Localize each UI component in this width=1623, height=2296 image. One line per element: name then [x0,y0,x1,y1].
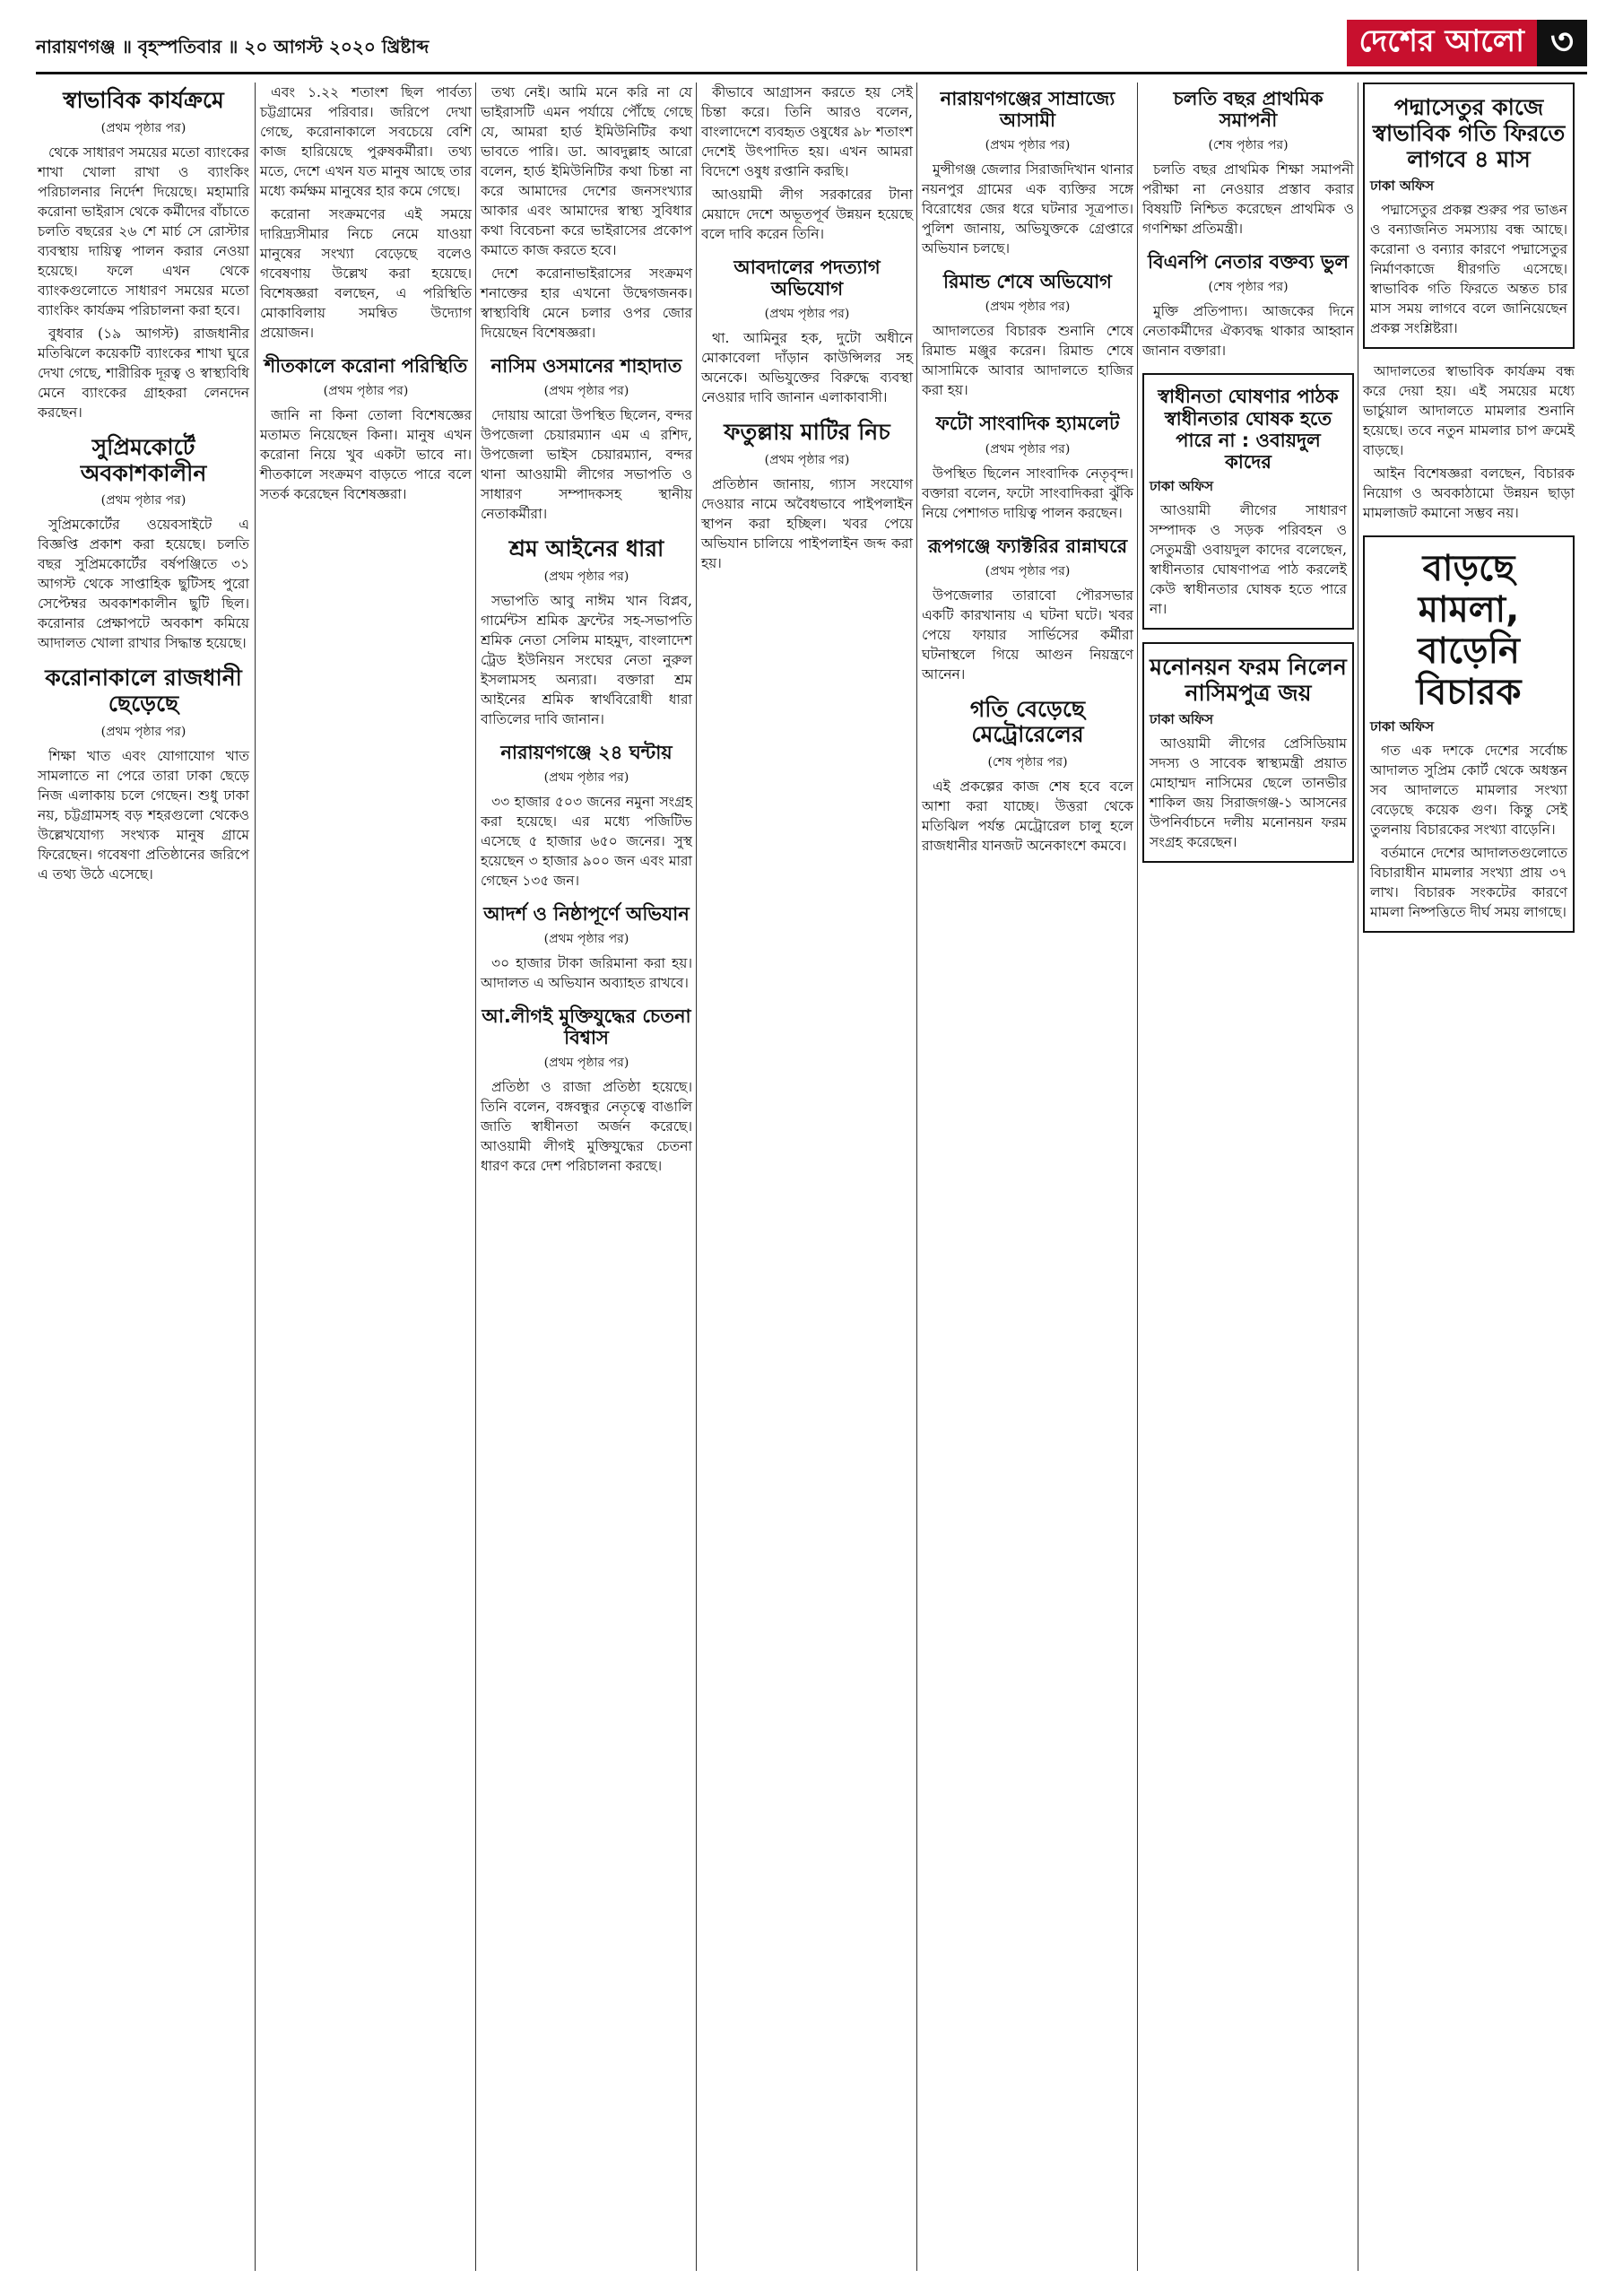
masthead-title: দেশের আলো [1347,20,1538,66]
story-body [701,83,913,244]
masthead [1347,20,1588,66]
story-body [1142,301,1354,361]
jump-line: (প্রথম পৃষ্ঠার পর) [985,563,1071,578]
issue-dateline: নারায়ণগঞ্জ ॥ বৃহস্পতিবার ॥ ২০ আগস্ট ২০২০ খ্রিষ্টাব্দ [36,36,430,57]
paragraph: আইন বিশেষজ্ঞরা বলছেন, বিচারক নিয়োগ ও অবকাঠামো উন্নয়ন ছাড়া মামলাজট কমানো সম্ভব নয়। [1363,465,1575,522]
jump-line: (প্রথম পৃষ্ঠার পর) [543,569,629,584]
story-body [922,464,1133,523]
story-headline: শীতকালে করোনা পরিস্থিতি [264,355,468,377]
jump-line: (প্রথম পৃষ্ঠার পর) [985,300,1071,315]
paragraph: আওয়ামী লীগের সাধারণ সম্পাদক ও সড়ক পরিবহন ও সেতুমন্ত্রী ওবায়দুল কাদের বলেছেন, স্বাধীনতার ঘোষণাপত্র পাঠ করলেই কেউ স্বাধীনতার ঘোষক হতে পারে না। [1150,501,1347,617]
story-headline: স্বাভাবিক কার্যক্রমে [63,87,224,113]
story-body [481,591,692,729]
story-headline: রূপগঞ্জে ফ্যাক্টরির রান্নাঘরে [927,535,1128,557]
jump-line: (প্রথম পৃষ্ঠার পর) [100,493,187,509]
story-independence-declaration [1142,373,1354,630]
jump-line: (প্রথম পৃষ্ঠার পর) [985,441,1071,457]
story-dateline: ঢাকা অফিস [1150,477,1214,494]
story-winter-corona [260,355,472,504]
column-rule [696,83,697,2271]
story-headline: বাড়ছে মামলা, বাড়েনি বিচারক [1416,548,1522,714]
page-number: ৩ [1537,20,1587,66]
story-body [1370,741,1567,922]
jump-line: (প্রথম পৃষ্ঠার পর) [543,932,629,947]
column-5 [922,83,1133,868]
column-2 [260,83,472,517]
story-body [922,777,1133,856]
paragraph: মুন্সীগঞ্জ জেলার সিরাজদিখান থানার নয়নপুর গ্রামের এক ব্যক্তির সঙ্গে বিরোধের জের ধরে ঘটনার সূত্রপাত। পুলিশ জানায়, অভিযুক্তকে গ্রেপ্তারে অভিযান চলছে। [922,161,1133,257]
paragraph: আওয়ামী লীগ সরকারের টানা মেয়াদে দেশে অভূতপূর্ব উন্নয়ন হয়েছে বলে দাবি করেন তিনি। [701,187,913,242]
paragraph: প্রতিষ্ঠা ও রাজা প্রতিষ্ঠা হয়েছে। তিনি বলেন, বঙ্গবন্ধুর নেতৃত্বে বাঙালি জাতি স্বাধীনতা অর্জন করেছে। আওয়ামী লীগই মুক্তিযুদ্ধের চেতনা ধারণ করে দেশ পরিচালনা করছে। [481,1079,692,1175]
paragraph: চলতি বছর প্রাথমিক শিক্ষা সমাপনী পরীক্ষা না নেওয়ার প্রস্তাব করার বিষয়টি নিশ্চিত করেছেন প্রাথমিক ও গণশিক্ষা প্রতিমন্ত্রী। [1142,161,1354,238]
story-capital-exodus [38,665,249,884]
jump-line: (শেষ পৃষ্ঠার পর) [1208,138,1289,153]
story-body [922,321,1133,400]
story-body [38,143,249,422]
story-labour-law [481,536,692,729]
column-rule [1137,83,1138,2271]
paragraph: সভাপতি আবু নাঈম খান বিপ্লব, গার্মেন্টস শ্রমিক ফ্রন্টের সহ-সভাপতি শ্রমিক নেতা সেলিম মাহমুদ, বাংলাদেশ ট্রেড ইউনিয়ন সংঘের নেতা নুরুল ইসলামসহ অন্যরা। বক্তারা শ্রম আইনের শ্রমিক স্বার্থবিরোধী ধারা বাতিলের দাবি জানান। [481,592,692,727]
jump-line: (প্রথম পৃষ্ঠার পর) [543,384,629,399]
story-immunity [481,83,692,343]
paragraph: কীভাবে আগ্রাসন করতে হয় সেই চিন্তা করে। তিনি আরও বলেন, বাংলাদেশে ব্যবহৃত ওষুধের ৯৮ শতাংশ দেশেই উৎপাদিত হয়। এখন আমরা বিদেশে ওষুধ রপ্তানি করছি। [701,84,913,179]
paragraph: পদ্মাসেতুর প্রকল্প শুরুর পর ভাঙন ও বন্যাজনিত সমস্যায় বন্ধ আছে। করোনা ও বন্যার কারণে পদ্মাসেতুর নির্মাণকাজে ধীরগতি এসেছে। স্বাভাবিক গতি ফিরতে অন্তত চার মাস সময় লাগবে বলে জানিয়েছেন প্রকল্প সংশ্লিষ্টরা। [1370,202,1567,337]
story-medicine [701,83,913,244]
jump-line: (প্রথম পৃষ্ঠার পর) [764,453,850,468]
jump-line: (প্রথম পৃষ্ঠার পর) [323,384,409,399]
story-body [701,474,913,573]
story-resignation [701,257,913,407]
column-rule [916,83,917,2271]
story-cases-judges [1363,535,1575,933]
story-headline: আদর্শ ও নিষ্ঠাপূর্ণে অভিযান [483,903,690,926]
story-body [481,792,692,891]
story-headline: আবদালের পদত্যাগ অভিযোগ [733,257,881,300]
story-body [38,515,249,653]
column-7 [1363,83,1575,945]
jump-line: (প্রথম পৃষ্ঠার পর) [100,724,187,739]
paragraph: থা. আমিনুর হক, দুটো অধীনে মোকাবেলা দাঁড়ান কাউন্সিলর সহ অনেকে। অভিযুক্তের বিরুদ্ধে ব্যবস্থা নেওয়ার দাবি জানান এলাকাবাসী। [701,330,913,406]
column-6 [1142,83,1354,875]
paragraph: আওয়ামী লীগের প্রেসিডিয়াম সদস্য ও সাবেক স্বাস্থ্যমন্ত্রী প্রয়াত মোহাম্মদ নাসিমের ছেলে তানভীর শাকিল জয় সিরাজগঞ্জ-১ আসনের উপনির্বাচনে দলীয় মনোনয়ন ফরম সংগ্রহ করেছেন। [1150,735,1347,851]
story-body [481,83,692,343]
story-liberation-spirit [481,1005,692,1176]
story-headline: সুপ্রিমকোর্টে অবকাশকালীন [80,433,207,486]
story-body [481,405,692,524]
paragraph: ৩৩ হাজার ৫০৩ জনের নমুনা সংগ্রহ করা হয়েছে। এর মধ্যে পজিটিভ এসেছে ৫ হাজার ৬৫০ জনের। সুস্থ হয়েছেন ৩ হাজার ৯০০ জন এবং মারা গেছেন ১৩৫ জন। [481,794,692,890]
story-headline: করোনাকালে রাজধানী ছেড়েছে [45,665,242,717]
story-nasim-osman [481,355,692,524]
story-survey-continued [260,83,472,343]
story-factory-kitchen [922,535,1133,684]
paragraph: জানি না কিনা তোলা বিশেষজ্ঞের মতামত নিয়েছেন কিনা। মানুষ এখন করোনা নিয়ে খুব একটা ভাবে না। শীতকালে সংক্রমণ বাড়তে পারে বলে সতর্ক করেছেন বিশেষজ্ঞরা। [260,407,472,503]
jump-line: (শেষ পৃষ্ঠার পর) [987,755,1068,770]
story-body [1370,200,1567,338]
paragraph: আদালতের বিচারক শুনানি শেষে রিমান্ড মঞ্জুর করেন। রিমান্ড শেষে আসামিকে আবার আদালতে হাজির করা হয়। [922,323,1133,399]
paragraph: প্রতিষ্ঠান জানায়, গ্যাস সংযোগ দেওয়ার নামে অবৈধভাবে পাইপলাইন স্থাপন করা হচ্ছিল। খবর পেয়ে অভিযান চালিয়ে পাইপলাইন জব্দ করা হয়। [701,476,913,572]
paragraph: বর্তমানে দেশের আদালতগুলোতে বিচারাধীন মামলার সংখ্যা প্রায় ৩৭ লাখ। বিচারক সংকটের কারণে মামলা নিষ্পত্তিতে দীর্ঘ সময় লাগছে। [1370,845,1567,921]
story-accused [922,88,1133,258]
story-headline: স্বাধীনতা ঘোষণার পাঠক স্বাধীনতার ঘোষক হতে পারে না : ওবায়দুল কাদের [1158,386,1339,473]
jump-line: (প্রথম পৃষ্ঠার পর) [764,307,850,322]
story-body [1150,734,1347,852]
story-body [1142,160,1354,239]
column-rule [475,83,476,2271]
story-court-continued [1363,361,1575,523]
jump-line: (প্রথম পৃষ্ঠার পর) [100,120,187,135]
story-headline: চলতি বছর প্রাথমিক সমাপনী [1173,88,1324,132]
jump-line: (প্রথম পৃষ্ঠার পর) [985,138,1071,153]
story-banking [38,88,249,422]
story-headline: নাসিম ওসমানের শাহাদাত [490,355,682,377]
paragraph: তথ্য নেই। আমি মনে করি না যে ভাইরাসটি এমন পর্যায়ে পৌঁছে গেছে যে, আমরা হার্ড ইমিউনিটির কথা ভাবতে পারি। ডা. আবদুল্লাহ আরো বলেন, হার্ড ইমিউনিটির কথা চিন্তা না করে আমাদের দেশের জনসংখ্যার আকার এবং আমাদের স্বাস্থ্য সুবিধার কথা বিবেচনা করে ভাইরাসের প্রকোপ কমাতে কাজ করতে হবে। [481,84,692,258]
paragraph: উপজেলার তারাবো পৌরসভার একটি কারখানায় এ ঘটনা ঘটে। খবর পেয়ে ফায়ার সার্ভিসের কর্মীরা ঘটনাস্থলে গিয়ে আগুন নিয়ন্ত্রণে আনেন। [922,587,1133,683]
story-headline: বিএনপি নেতার বক্তব্য ভুল [1147,251,1349,274]
story-headline: গতি বেড়েছে মেট্রোরেলের [969,695,1086,748]
story-body [1150,500,1347,619]
story-remand [922,271,1133,400]
story-headline: পদ্মাসেতুর কাজে স্বাভাবিক গতি ফিরতে লাগবে ৪ মাস [1372,94,1566,172]
jump-line: (শেষ পৃষ্ঠার পর) [1208,280,1289,295]
story-dateline: ঢাকা অফিস [1370,718,1435,735]
story-headline: মনোনয়ন ফরম নিলেন নাসিমপুত্র জয় [1150,653,1347,706]
jump-line: (প্রথম পৃষ্ঠার পর) [543,1056,629,1071]
story-body [260,405,472,504]
story-body [481,1077,692,1176]
story-fatullah [701,420,913,573]
story-dateline: ঢাকা অফিস [1150,711,1214,728]
story-headline: নারায়ণগঞ্জে ২৪ ঘন্টায় [500,741,673,763]
story-nomination-form [1142,642,1354,864]
story-body [1363,361,1575,523]
story-primary-exam [1142,88,1354,239]
story-headline: শ্রম আইনের ধারা [508,535,664,562]
paragraph: সুপ্রিমকোর্টের ওয়েবসাইটে এ বিজ্ঞপ্তি প্রকাশ করা হয়েছে। চলতি বছর সুপ্রিমকোর্টের বর্ষপঞ্জিতে ৩১ আগস্ট থেকে সাপ্তাহিক ছুটিসহ পুরো সেপ্টেম্বর অবকাশকালীন ছুটি ছিল। করোনার প্রেক্ষাপটে অবকাশ কমিয়ে আদালত খোলা রাখার সিদ্ধান্ত হয়েছে। [38,517,249,652]
story-headline: ফটো সাংবাদিক হ্যামলেট [935,413,1120,435]
story-headline: রিমান্ড শেষে অভিযোগ [943,271,1112,293]
story-body [922,586,1133,684]
paragraph: মুক্তি প্রতিপাদ্য। আজকের দিনে নেতাকর্মীদের ঐক্যবদ্ধ থাকার আহ্বান জানান বক্তারা। [1142,303,1354,360]
story-body [922,160,1133,258]
column-4 [701,83,913,586]
paragraph: শিক্ষা খাত এবং যোগাযোগ খাত সামলাতে না পেরে তারা ঢাকা ছেড়ে নিজ এলাকায় চলে গেছেন। শুধু ঢাকা নয়, চট্টগ্রামসহ বড় শহরগুলো থেকেও উল্লেখযোগ্য সংখ্যক মানুষ গ্রামে ফিরেছেন। গবেষণা প্রতিষ্ঠানের জরিপে এ তথ্য উঠে এসেছে। [38,747,249,883]
paragraph: দেশে করোনাভাইরাসের সংক্রমণ শনাক্তের হার এখনো উদ্বেগজনক। স্বাস্থ্যবিধি মেনে চলার ওপর জোর দিয়েছেন বিশেষজ্ঞরা। [481,265,692,341]
paragraph: আদালতের স্বাভাবিক কার্যক্রম বন্ধ করে দেয়া হয়। এই সময়ের মধ্যে ভার্চুয়াল আদালতে মামলার শুনানি হয়েছে। তবে নতুন মামলার চাপ ক্রমেই বাড়ছে। [1363,363,1575,459]
paragraph: উপস্থিত ছিলেন সাংবাদিক নেতৃবৃন্দ। বক্তারা বলেন, ফটো সাংবাদিকরা ঝুঁকি নিয়ে পেশাগত দায়িত্ব পালন করছেন। [922,465,1133,521]
paragraph: দোয়ায় আরো উপস্থিত ছিলেন, বন্দর উপজেলা চেয়ারম্যান এম এ রশিদ, উপজেলা ভাইস চেয়ারম্যান, বন্দর থানা আওয়ামী লীগের সভাপতি ও সাধারণ সম্পাদকসহ স্থানীয় নেতাকর্মীরা। [481,407,692,523]
story-body [481,953,692,993]
column-rule [255,83,256,2271]
story-headline: আ.লীগই মুক্তিযুদ্ধের চেতনা বিশ্বাস [482,1005,691,1049]
story-photo-journalist [922,413,1133,522]
story-drive [481,903,692,993]
story-headline: ফতুল্লায় মাটির নিচ [724,419,890,446]
story-supreme-court [38,435,249,654]
jump-line: (প্রথম পৃষ্ঠার পর) [543,770,629,786]
paragraph: থেকে সাধারণ সময়ের মতো ব্যাংকের শাখা খোলা রাখা ও ব্যাংকিং পরিচালনার নির্দেশ দিয়েছে। মহামারি করোনা ভাইরাস থেকে কর্মীদের বাঁচাতে চলতি বছরের ২৬ শে মার্চ সে রোস্টার ব্যবস্থায় দায়িত্ব পালন করার নেওয়া হয়েছে। ফলে এখন থেকে ব্যাংকগুলোতে সাধারণ সময়ের মতো ব্যাংকিং কার্যক্রম পরিচালনা করা হবে। [38,144,249,318]
paragraph: এই প্রকল্পের কাজ শেষ হবে বলে আশা করা যাচ্ছে। উত্তরা থেকে মতিঝিল পর্যন্ত মেট্রোরেল চালু হলে রাজধানীর যানজট অনেকাংশে কমবে। [922,778,1133,855]
story-body [38,746,249,884]
page-header [36,18,1587,74]
story-metrorail [922,697,1133,857]
paragraph: এবং ১.২২ শতাংশ ছিল পার্বত্য চট্টগ্রামের পরিবার। জরিপে দেখা গেছে, করোনাকালে সবচেয়ে বেশি কাজ হারিয়েছে পুরুষকর্মীরা। তথ্য মতে, দেশে এখন যত মানুষ আছে তার মধ্যে কর্মক্ষম মানুষের হার কমে গেছে। [260,84,472,199]
paragraph: ৩০ হাজার টাকা জরিমানা করা হয়। আদালত এ অভিযান অব্যাহত রাখবে। [481,955,692,992]
story-body [260,83,472,343]
story-padma-bridge [1363,83,1575,349]
paragraph: বুধবার (১৯ আগস্ট) রাজধানীর মতিঝিলে কয়েকটি ব্যাংকের শাখা ঘুরে দেখা গেছে, শারীরিক দূরত্ব ও স্বাস্থ্যবিধি মেনে ব্যাংকের গ্রাহকরা লেনদেন করছেন। [38,325,249,421]
column-1 [38,83,249,897]
story-bnp-leader [1142,251,1354,361]
column-3 [481,83,692,1188]
paragraph: গত এক দশকে দেশের সর্বোচ্চ আদালত সুপ্রিম কোর্ট থেকে অধস্তন সব আদালতে মামলার সংখ্যা বেড়েছে কয়েক গুণ। কিন্তু সেই তুলনায় বিচারকের সংখ্যা বাড়েনি। [1370,743,1567,839]
story-dateline: ঢাকা অফিস [1370,178,1435,195]
story-headline: নারায়ণগঞ্জের সাম্রাজ্যে আসামী [940,88,1115,132]
story-body [701,328,913,407]
story-narayanganj-24h [481,742,692,891]
paragraph: করোনা সংক্রমণের এই সময়ে দারিদ্র্যসীমার নিচে নেমে যাওয়া মানুষের সংখ্যা বেড়েছে বলেও গবেষণায় উল্লেখ করা হয়েছে। বিশেষজ্ঞরা বলছেন, এ পরিস্থিতি মোকাবিলায় সমন্বিত উদ্যোগ প্রয়োজন। [260,206,472,341]
